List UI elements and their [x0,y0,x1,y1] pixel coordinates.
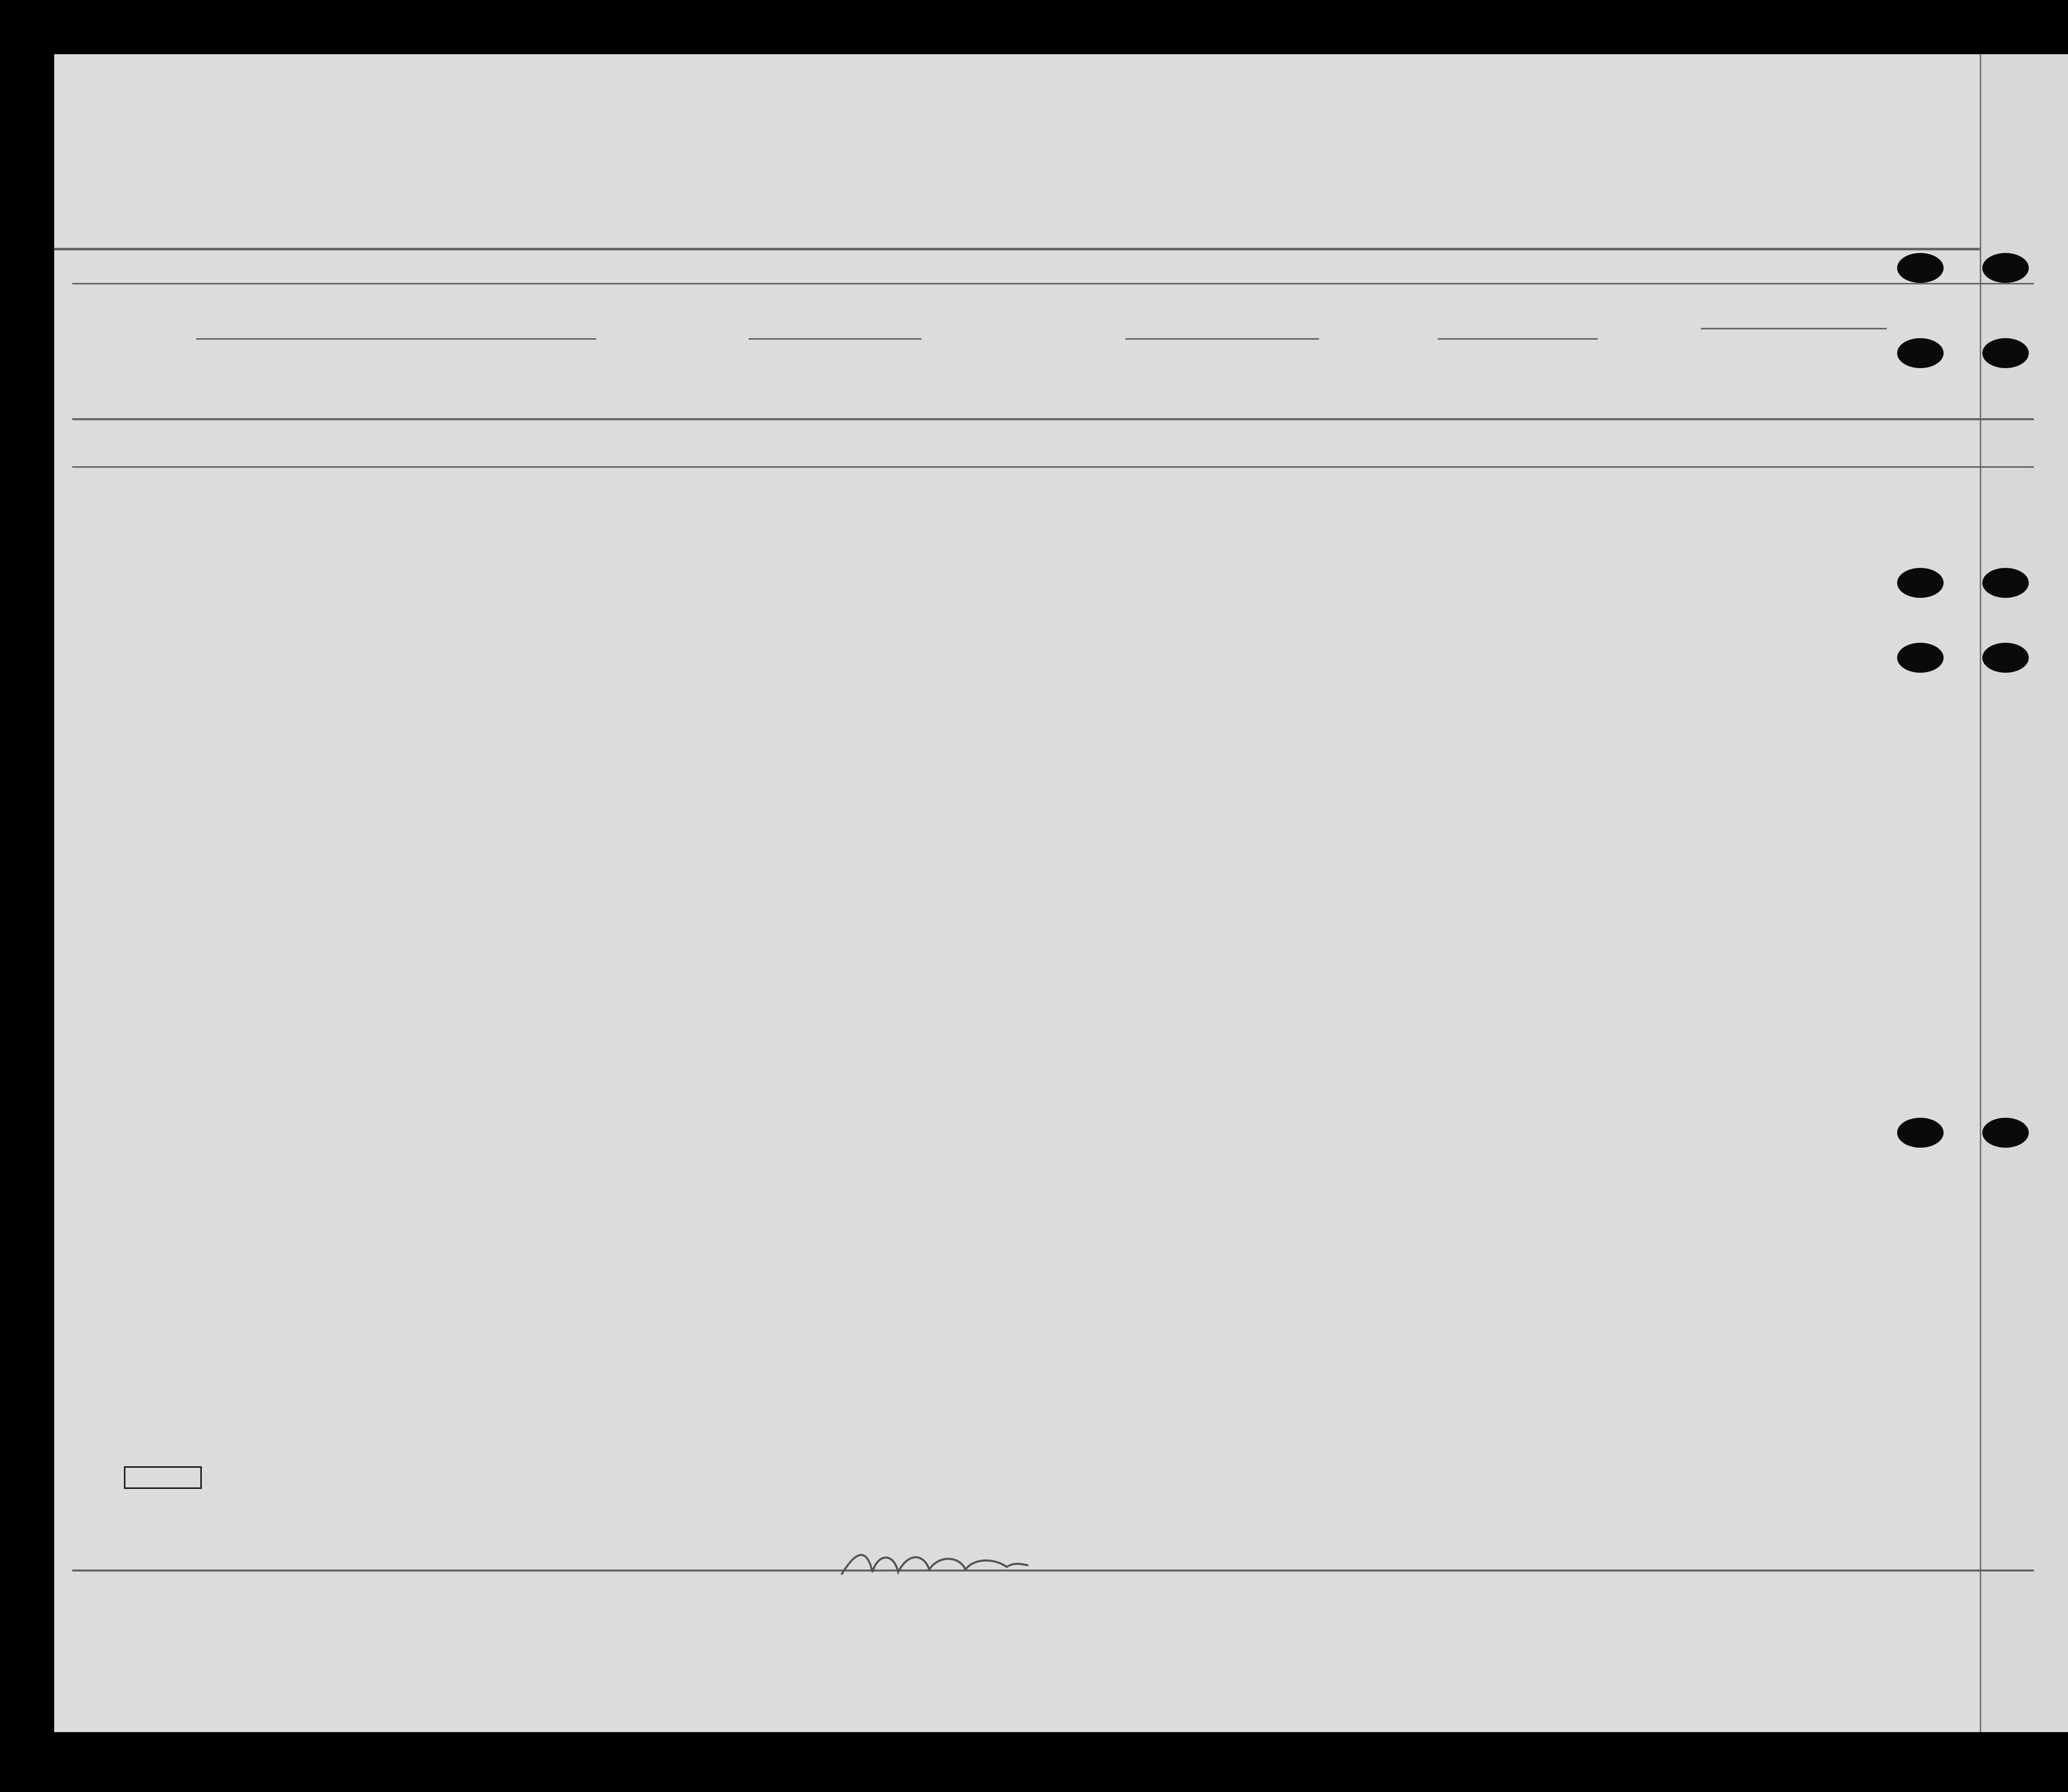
punch-hole [1982,338,2029,368]
punch-hole [1897,568,1944,598]
grid-hline [1701,328,1887,329]
punch-hole [1982,1118,2029,1148]
inspector-signature [836,1544,1032,1592]
grid-hline [72,283,2034,284]
manifest-sheet [54,54,1980,1732]
grid-hline [54,248,1980,250]
punch-hole [1897,643,1944,673]
adjacent-sheet-edge [1980,54,2068,1732]
grid-hline [1438,338,1598,340]
punch-hole [1897,1118,1944,1148]
signature-glyph [836,1544,1032,1585]
grid-hline [532,338,596,340]
punch-hole [1982,643,2029,673]
grid-hline [72,466,2034,468]
grid-hline [72,418,2034,420]
punch-hole [1982,253,2029,283]
grid-hline [72,1569,2034,1572]
punch-hole [1982,568,2029,598]
us-citizen-stamp [124,1466,202,1489]
grid-hline [1125,338,1319,340]
punch-hole [1897,253,1944,283]
grid-hline [749,338,921,340]
grid-hline [196,338,532,340]
punch-hole [1897,338,1944,368]
